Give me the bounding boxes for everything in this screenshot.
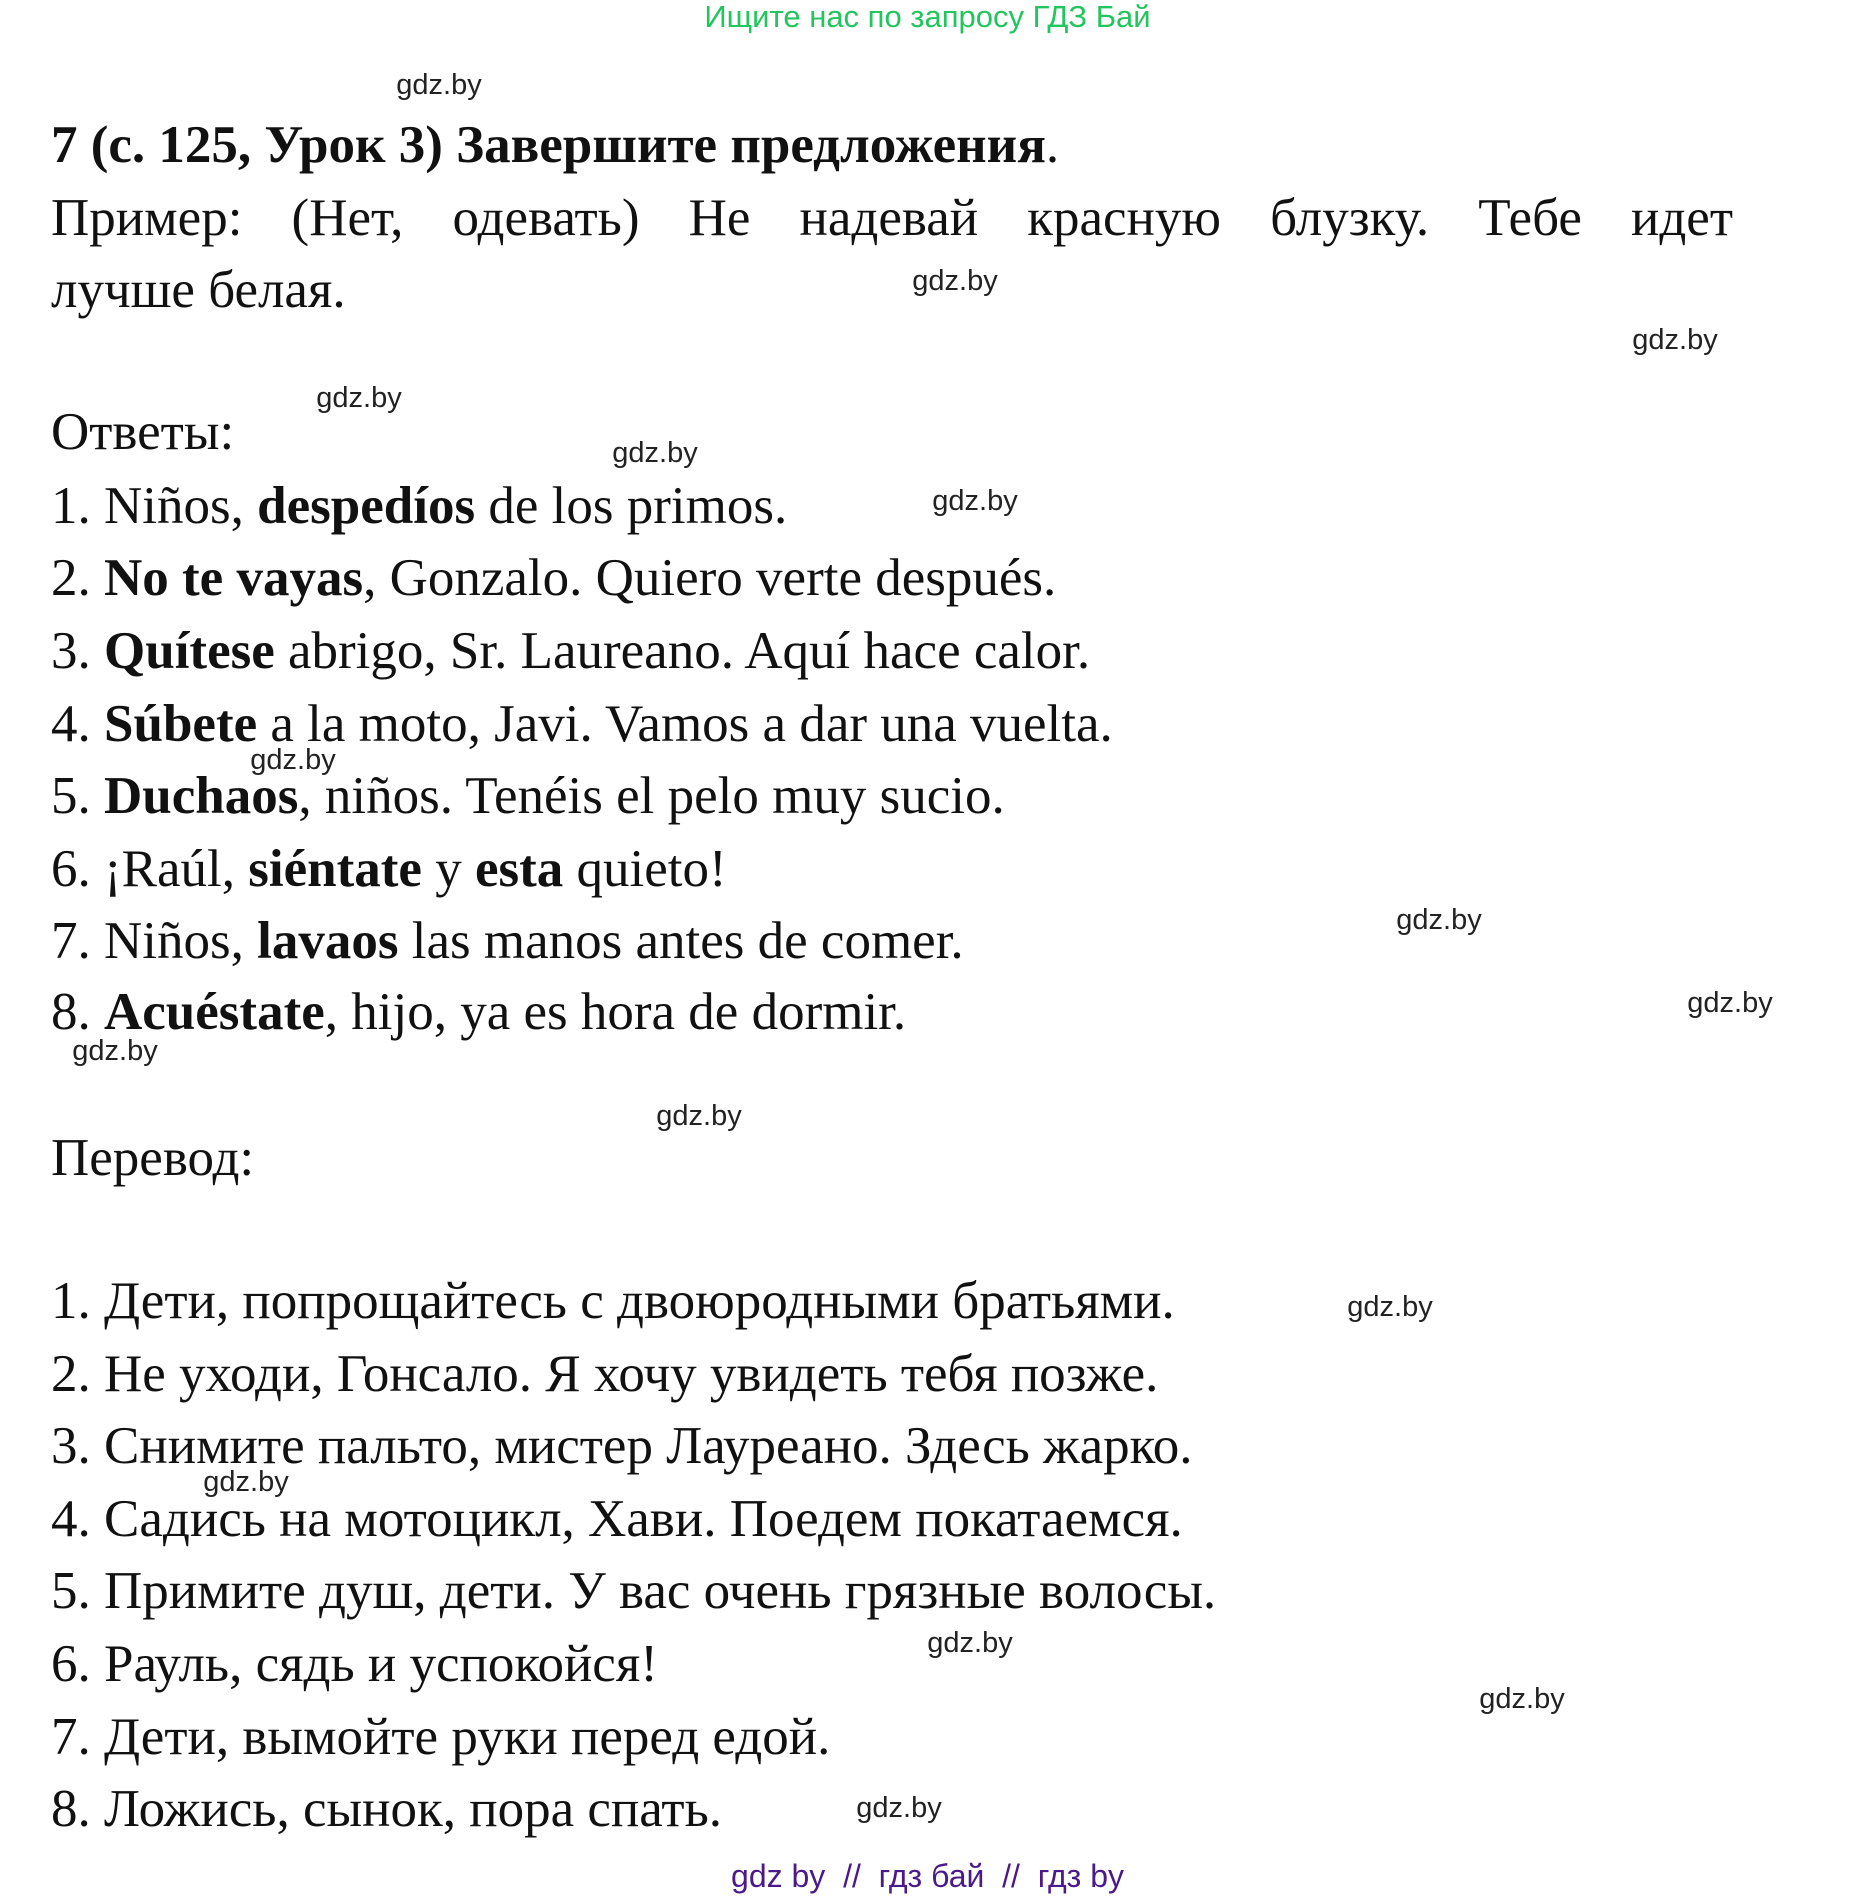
- answer-item: [51, 477, 788, 535]
- answer-item: [51, 549, 1057, 607]
- answer-item: [51, 622, 1091, 680]
- translation-item: 1. Дети, попрощайтесь с двоюродными братьями.: [51, 1272, 1175, 1330]
- watermark-text: gdz.by: [1479, 1683, 1565, 1715]
- title-text: 7 (с. 125, Урок 3) Завершите предложения: [51, 116, 1046, 174]
- answer-text: quieto!: [563, 840, 727, 898]
- watermark-text: gdz.by: [856, 1792, 942, 1824]
- answer-text: 8.: [51, 983, 104, 1041]
- answer-text: y: [421, 840, 475, 898]
- translation-item: 3. Снимите пальто, мистер Лауреано. Здесь жарко.: [51, 1417, 1193, 1476]
- answer-verb: lavaos: [257, 912, 399, 970]
- title-period: .: [1045, 116, 1060, 174]
- answer-text: 1. Niños,: [51, 477, 258, 535]
- answer-text: a la moto, Javi. Vamos a dar una vuelta.: [257, 695, 1113, 753]
- watermark-text: gdz.by: [203, 1466, 289, 1498]
- answer-verb: Acuéstate: [104, 983, 325, 1041]
- answer-text: de los primos.: [475, 477, 788, 535]
- footer-links[interactable]: gdz by // гдз бай // гдз by: [731, 1858, 1124, 1894]
- watermark-text: gdz.by: [656, 1100, 742, 1132]
- translation-item: 2. Не уходи, Гонсало. Я хочу увидеть тебя позже.: [51, 1344, 1159, 1403]
- watermark-text: gdz.by: [932, 485, 1018, 517]
- translation-item: 4. Садись на мотоцикл, Хави. Поедем покатаемся.: [51, 1489, 1183, 1548]
- translation-heading: Перевод:: [51, 1129, 255, 1187]
- watermark-text: gdz.by: [927, 1627, 1013, 1659]
- answer-text: , Gonzalo. Quiero verte después.: [363, 549, 1057, 607]
- answer-item: [51, 767, 1005, 825]
- answer-verb: despedíos: [257, 477, 476, 535]
- answer-verb: Súbete: [104, 695, 258, 753]
- answers-heading: Ответы:: [51, 403, 235, 461]
- answer-verb: esta: [474, 840, 564, 898]
- watermark-text: gdz.by: [1632, 324, 1718, 356]
- answer-text: 2.: [51, 549, 104, 607]
- watermark-text: gdz.by: [1347, 1291, 1433, 1323]
- answer-verb: No te vayas: [104, 549, 364, 607]
- answer-text: 7. Niños,: [51, 912, 258, 970]
- watermark-text: gdz.by: [1687, 987, 1773, 1019]
- watermark-text: gdz.by: [396, 69, 482, 101]
- answer-text: abrigo, Sr. Laureano. Aquí hace calor.: [274, 622, 1091, 680]
- translation-item: 7. Дети, вымойте руки перед едой.: [51, 1707, 831, 1766]
- answer-item: [51, 912, 964, 970]
- example-line-1: Пример: (Нет, одевать) Не надевай красную блузку. Тебе идет: [51, 189, 1733, 247]
- answer-text: 6. ¡Raúl,: [51, 840, 249, 898]
- watermark-text: gdz.by: [912, 265, 998, 297]
- answer-verb: siéntate: [248, 840, 422, 898]
- answer-verb: Duchaos: [104, 767, 299, 825]
- watermark-text: gdz.by: [316, 382, 402, 414]
- example-line-2: лучше белая.: [51, 261, 346, 319]
- answer-text: 4.: [51, 695, 104, 753]
- translation-item: 6. Рауль, сядь и успокойся!: [51, 1635, 658, 1693]
- search-banner[interactable]: Ищите нас по запросу ГДЗ Бай: [704, 0, 1151, 34]
- translation-item: 8. Ложись, сынок, пора спать.: [51, 1780, 722, 1839]
- answer-item: [51, 695, 1113, 753]
- watermark-text: gdz.by: [612, 437, 698, 469]
- answer-text: , hijo, ya es hora de dormir.: [324, 983, 907, 1041]
- answer-item: [51, 983, 907, 1041]
- answer-text: , niños. Tenéis el pelo muy sucio.: [298, 767, 1005, 825]
- answer-text: las manos antes de comer.: [398, 912, 964, 970]
- answer-verb: Quítese: [104, 622, 275, 680]
- answer-item: [51, 840, 727, 898]
- answer-text: 5.: [51, 767, 104, 825]
- watermark-text: gdz.by: [1396, 904, 1482, 936]
- exercise-title: [51, 116, 1060, 174]
- translation-item: 5. Примите душ, дети. У вас очень грязные волосы.: [51, 1562, 1217, 1621]
- watermark-text: gdz.by: [250, 744, 336, 776]
- watermark-text: gdz.by: [72, 1035, 158, 1067]
- answer-text: 3.: [51, 622, 104, 680]
